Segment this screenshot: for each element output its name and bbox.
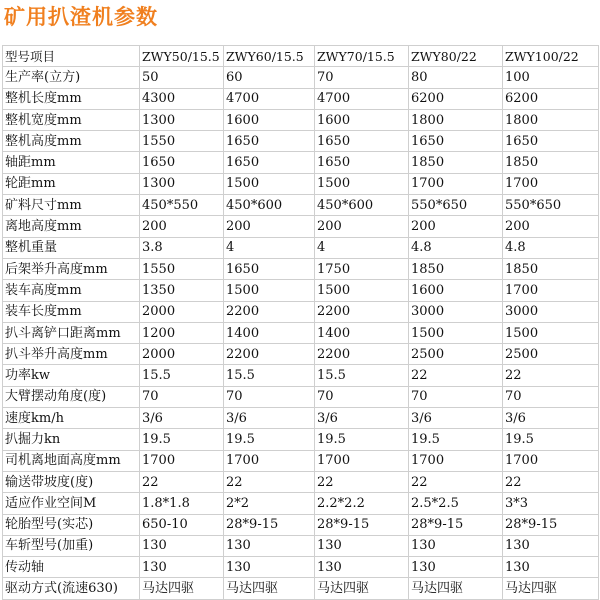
value-cell: 130: [315, 557, 409, 578]
value-cell: 70: [503, 386, 599, 407]
row-label-cell: 轴距mm: [3, 152, 140, 173]
row-label-cell: 后架举升高度mm: [3, 258, 140, 279]
row-label-cell: 驱动方式(流速630): [3, 578, 140, 599]
value-cell: 1700: [503, 280, 599, 301]
table-row: [3, 237, 599, 258]
value-cell: 2200: [315, 301, 409, 322]
value-cell: 1600: [224, 109, 315, 130]
value-cell: 19.5: [409, 429, 503, 450]
value-cell: 1850: [409, 258, 503, 279]
value-cell: 50: [140, 67, 224, 88]
row-label-cell: 功率kw: [3, 365, 140, 386]
value-cell: 130: [140, 557, 224, 578]
value-cell: 4300: [140, 88, 224, 109]
page-title: 矿用扒渣机参数: [4, 5, 158, 29]
spec-table-body: [3, 46, 599, 600]
value-cell: 3/6: [409, 408, 503, 429]
value-cell: 1650: [224, 131, 315, 152]
value-cell: 1650: [140, 152, 224, 173]
value-cell: 1650: [224, 152, 315, 173]
value-cell: 1500: [315, 173, 409, 194]
value-cell: 130: [503, 535, 599, 556]
value-cell: 450*550: [140, 195, 224, 216]
value-cell: 4700: [315, 88, 409, 109]
value-cell: 60: [224, 67, 315, 88]
value-cell: 200: [315, 216, 409, 237]
value-cell: 1600: [315, 109, 409, 130]
table-row: [3, 578, 599, 599]
table-row: [3, 109, 599, 130]
value-cell: 6200: [409, 88, 503, 109]
table-row: [3, 131, 599, 152]
value-cell: 200: [503, 216, 599, 237]
value-cell: 130: [409, 557, 503, 578]
table-row: [3, 280, 599, 301]
value-cell: 130: [409, 535, 503, 556]
value-cell: 3.8: [140, 237, 224, 258]
value-cell: 2200: [315, 344, 409, 365]
value-cell: 28*9-15: [503, 514, 599, 535]
value-cell: 550*650: [503, 195, 599, 216]
spec-table: [2, 45, 599, 600]
header-cell-model: ZWY100/22: [503, 46, 599, 67]
table-row: [3, 344, 599, 365]
row-label-cell: 整机高度mm: [3, 131, 140, 152]
row-label-cell: 司机离地面高度mm: [3, 450, 140, 471]
row-label-cell: 传动轴: [3, 557, 140, 578]
header-cell-item: 型号项目: [3, 46, 140, 67]
row-label-cell: 车斩型号(加重): [3, 535, 140, 556]
header-cell-model: ZWY50/15.5: [140, 46, 224, 67]
value-cell: 28*9-15: [315, 514, 409, 535]
value-cell: 4.8: [409, 237, 503, 258]
table-row: [3, 450, 599, 471]
row-label-cell: 生产率(立方): [3, 67, 140, 88]
table-row: [3, 535, 599, 556]
value-cell: 28*9-15: [409, 514, 503, 535]
value-cell: 70: [140, 386, 224, 407]
header-cell-model: ZWY70/15.5: [315, 46, 409, 67]
row-label-cell: 矿料尺寸mm: [3, 195, 140, 216]
value-cell: 4700: [224, 88, 315, 109]
value-cell: 200: [140, 216, 224, 237]
value-cell: 2500: [503, 344, 599, 365]
value-cell: 22: [503, 471, 599, 492]
value-cell: 马达四驱: [224, 578, 315, 599]
value-cell: 马达四驱: [140, 578, 224, 599]
value-cell: 2*2: [224, 493, 315, 514]
value-cell: 3/6: [140, 408, 224, 429]
value-cell: 1650: [503, 131, 599, 152]
value-cell: 1500: [315, 280, 409, 301]
value-cell: 1750: [315, 258, 409, 279]
value-cell: 1500: [409, 322, 503, 343]
value-cell: 450*600: [224, 195, 315, 216]
value-cell: 3/6: [503, 408, 599, 429]
value-cell: 1550: [140, 131, 224, 152]
value-cell: 1400: [224, 322, 315, 343]
table-row: [3, 429, 599, 450]
value-cell: 6200: [503, 88, 599, 109]
value-cell: 1550: [140, 258, 224, 279]
value-cell: 100: [503, 67, 599, 88]
table-row: [3, 471, 599, 492]
table-row: [3, 195, 599, 216]
value-cell: 22: [409, 365, 503, 386]
row-label-cell: 适应作业空间M: [3, 493, 140, 514]
value-cell: 1600: [409, 280, 503, 301]
table-row: [3, 216, 599, 237]
row-label-cell: 速度km/h: [3, 408, 140, 429]
value-cell: 3/6: [315, 408, 409, 429]
table-row: [3, 258, 599, 279]
value-cell: 130: [315, 535, 409, 556]
value-cell: 130: [140, 535, 224, 556]
table-row: [3, 514, 599, 535]
value-cell: 1.8*1.8: [140, 493, 224, 514]
value-cell: 130: [503, 557, 599, 578]
row-label-cell: 离地高度mm: [3, 216, 140, 237]
value-cell: 200: [409, 216, 503, 237]
value-cell: 28*9-15: [224, 514, 315, 535]
value-cell: 1650: [315, 152, 409, 173]
value-cell: 1800: [409, 109, 503, 130]
value-cell: 马达四驱: [503, 578, 599, 599]
value-cell: 1500: [224, 173, 315, 194]
value-cell: 3000: [409, 301, 503, 322]
value-cell: 3000: [503, 301, 599, 322]
value-cell: 1700: [224, 450, 315, 471]
value-cell: 70: [315, 386, 409, 407]
value-cell: 22: [140, 471, 224, 492]
value-cell: 22: [315, 471, 409, 492]
value-cell: 70: [315, 67, 409, 88]
header-cell-model: ZWY60/15.5: [224, 46, 315, 67]
value-cell: 550*650: [409, 195, 503, 216]
table-row: [3, 173, 599, 194]
value-cell: 1300: [140, 173, 224, 194]
table-row: [3, 557, 599, 578]
value-cell: 1700: [409, 450, 503, 471]
header-cell-model: ZWY80/22: [409, 46, 503, 67]
value-cell: 1700: [503, 450, 599, 471]
value-cell: 2200: [224, 301, 315, 322]
value-cell: 19.5: [140, 429, 224, 450]
value-cell: 19.5: [315, 429, 409, 450]
value-cell: 马达四驱: [315, 578, 409, 599]
value-cell: 1400: [315, 322, 409, 343]
value-cell: 2200: [224, 344, 315, 365]
row-label-cell: 整机长度mm: [3, 88, 140, 109]
value-cell: 80: [409, 67, 503, 88]
value-cell: 15.5: [140, 365, 224, 386]
value-cell: 15.5: [224, 365, 315, 386]
value-cell: 1850: [409, 152, 503, 173]
value-cell: 2500: [409, 344, 503, 365]
value-cell: 1500: [224, 280, 315, 301]
value-cell: 22: [503, 365, 599, 386]
table-header-row: [3, 46, 599, 67]
value-cell: 1700: [140, 450, 224, 471]
value-cell: 1200: [140, 322, 224, 343]
value-cell: 19.5: [503, 429, 599, 450]
row-label-cell: 整机重量: [3, 237, 140, 258]
row-label-cell: 轮胎型号(实芯): [3, 514, 140, 535]
row-label-cell: 大臂摆动角度(度): [3, 386, 140, 407]
value-cell: 3/6: [224, 408, 315, 429]
table-row: [3, 493, 599, 514]
table-row: [3, 67, 599, 88]
value-cell: 1650: [315, 131, 409, 152]
row-label-cell: 轮距mm: [3, 173, 140, 194]
value-cell: 130: [224, 557, 315, 578]
row-label-cell: 扒掘力kn: [3, 429, 140, 450]
value-cell: 4: [224, 237, 315, 258]
value-cell: 4: [315, 237, 409, 258]
row-label-cell: 装车高度mm: [3, 280, 140, 301]
value-cell: 15.5: [315, 365, 409, 386]
value-cell: 2000: [140, 344, 224, 365]
table-row: [3, 408, 599, 429]
row-label-cell: 扒斗举升高度mm: [3, 344, 140, 365]
table-row: [3, 301, 599, 322]
value-cell: 2.2*2.2: [315, 493, 409, 514]
value-cell: 1650: [224, 258, 315, 279]
value-cell: 70: [409, 386, 503, 407]
value-cell: 1800: [503, 109, 599, 130]
value-cell: 70: [224, 386, 315, 407]
value-cell: 4.8: [503, 237, 599, 258]
value-cell: 200: [224, 216, 315, 237]
value-cell: 1300: [140, 109, 224, 130]
table-row: [3, 88, 599, 109]
value-cell: 马达四驱: [409, 578, 503, 599]
value-cell: 1850: [503, 258, 599, 279]
row-label-cell: 装车长度mm: [3, 301, 140, 322]
value-cell: 22: [224, 471, 315, 492]
row-label-cell: 输送带坡度(度): [3, 471, 140, 492]
value-cell: 22: [409, 471, 503, 492]
row-label-cell: 扒斗离铲口距离mm: [3, 322, 140, 343]
value-cell: 1700: [409, 173, 503, 194]
value-cell: 1500: [503, 322, 599, 343]
value-cell: 1650: [409, 131, 503, 152]
value-cell: 650-10: [140, 514, 224, 535]
value-cell: 3*3: [503, 493, 599, 514]
value-cell: 2000: [140, 301, 224, 322]
value-cell: 130: [224, 535, 315, 556]
value-cell: 1350: [140, 280, 224, 301]
value-cell: 2.5*2.5: [409, 493, 503, 514]
table-row: [3, 152, 599, 173]
table-row: [3, 386, 599, 407]
table-row: [3, 322, 599, 343]
table-row: [3, 365, 599, 386]
row-label-cell: 整机宽度mm: [3, 109, 140, 130]
value-cell: 1700: [315, 450, 409, 471]
value-cell: 1700: [503, 173, 599, 194]
value-cell: 1850: [503, 152, 599, 173]
value-cell: 19.5: [224, 429, 315, 450]
value-cell: 450*600: [315, 195, 409, 216]
